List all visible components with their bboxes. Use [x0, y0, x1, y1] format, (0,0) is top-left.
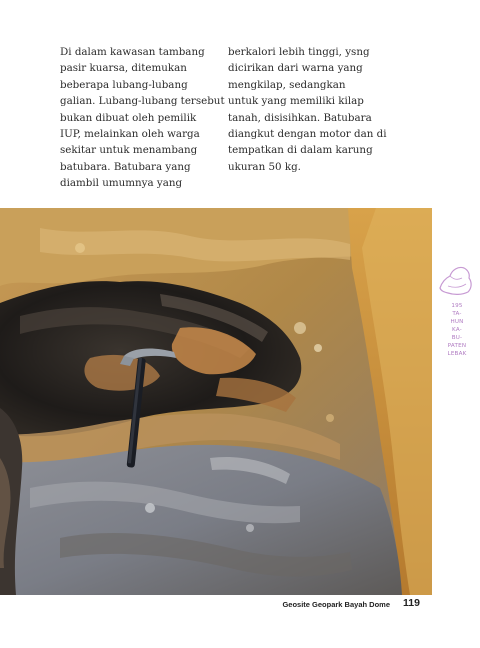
body-text-left-column: Di dalam kawasan tambang pasir kuarsa, ditemukan beberapa lubang-lubang galian. Lubang-lubang tersebut bukan dibuat oleh pemilik IUP, melainkan oleh warga sekitar untuk menambang batubara. Batubara yang diambil umumnya yang — [60, 46, 225, 190]
body-text-right-column: berkalori lebih tinggi, ysng dicirikan dari warna yang mengkilap, sedangkan untuk yang memiliki kilap tanah, disisihkan. Batubara diangkut dengan motor dan di tempatkan di dalam karung ukuran 50 kg. — [228, 46, 387, 173]
footer-title: Geosite Geopark Bayah Dome — [282, 600, 390, 609]
coal-seam-photo — [0, 208, 432, 595]
anniversary-label: 195 TA- HUN KA- BU- PATEN LEBAK — [447, 303, 467, 357]
page-number: 119 — [403, 597, 420, 609]
regency-map-icon — [436, 262, 476, 298]
